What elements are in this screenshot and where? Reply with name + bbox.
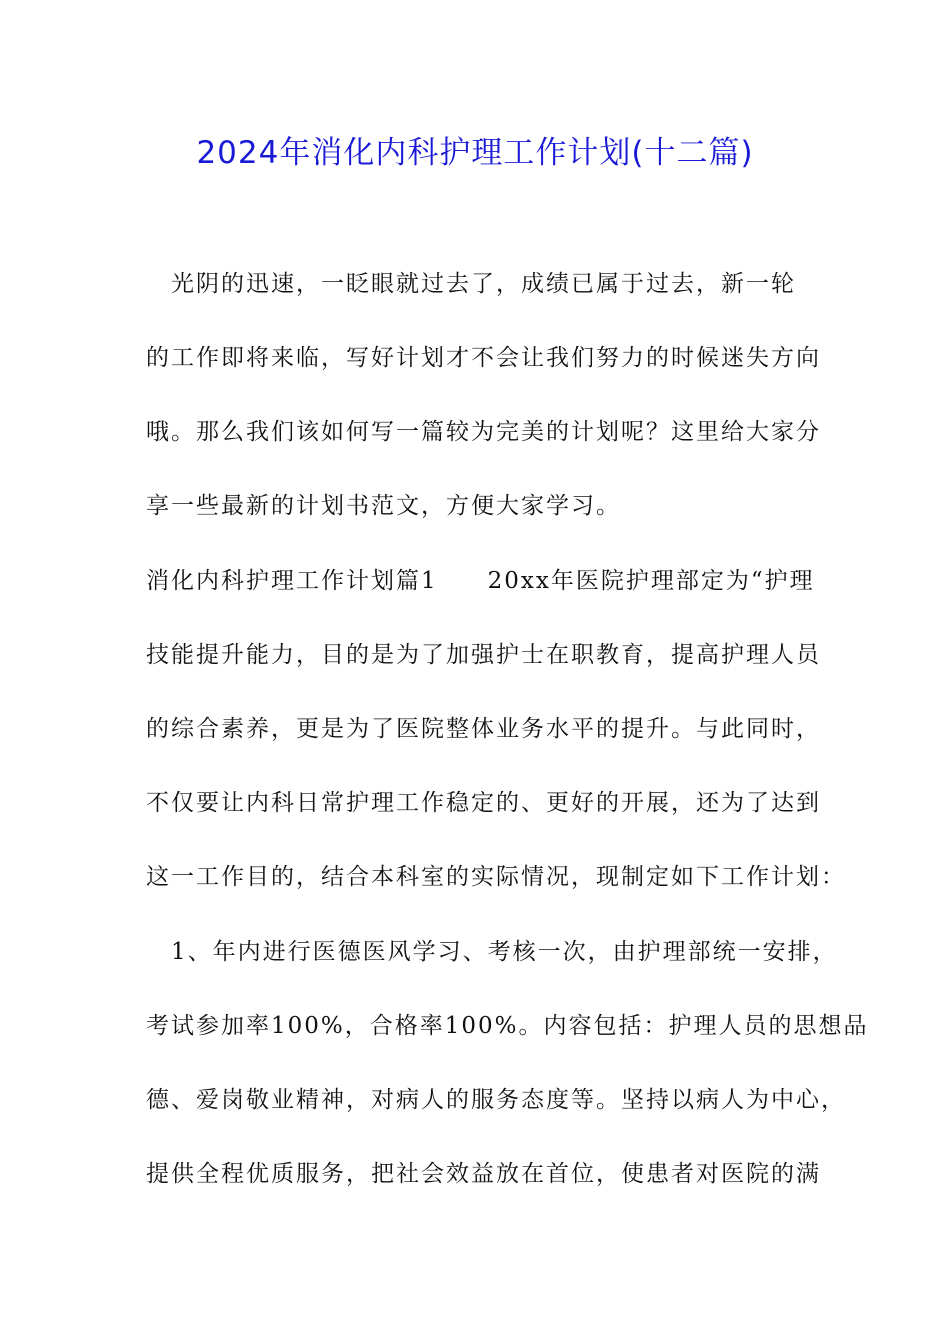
body-line-10: 1、年内进行医德医风学习、考核一次，由护理部统一安排， (146, 939, 838, 965)
document-title: 2024年消化内科护理工作计划(十二篇) (196, 135, 754, 171)
body-line-9: 这一工作目的，结合本科室的实际情况，现制定如下工作计划： (146, 864, 846, 890)
body-line-2: 的工作即将来临，写好计划才不会让我们努力的时候迷失方向 (146, 345, 821, 371)
body-line-12: 德、爱岗敬业精神，对病人的服务态度等。坚持以病人为中心， (146, 1087, 846, 1113)
body-line-8: 不仅要让内科日常护理工作稳定的、更好的开展，还为了达到 (146, 790, 821, 816)
body-line-7: 的综合素养，更是为了医院整体业务水平的提升。与此同时， (146, 716, 821, 742)
body-line-4: 享一些最新的计划书范文，方便大家学习。 (146, 493, 621, 519)
body-line-6: 技能提升能力，目的是为了加强护士在职教育，提高护理人员 (146, 642, 821, 668)
body-line-3: 哦。那么我们该如何写一篇较为完美的计划呢？这里给大家分 (146, 419, 821, 445)
body-line-1: 光阴的迅速，一眨眼就过去了，成绩已属于过去，新一轮 (146, 271, 796, 297)
body-line-5: 消化内科护理工作计划篇1 20xx年医院护理部定为“护理 (146, 568, 815, 594)
body-line-13: 提供全程优质服务，把社会效益放在首位，使患者对医院的满 (146, 1161, 821, 1187)
body-line-11: 考试参加率100%，合格率100%。内容包括：护理人员的思想品 (146, 1013, 869, 1039)
